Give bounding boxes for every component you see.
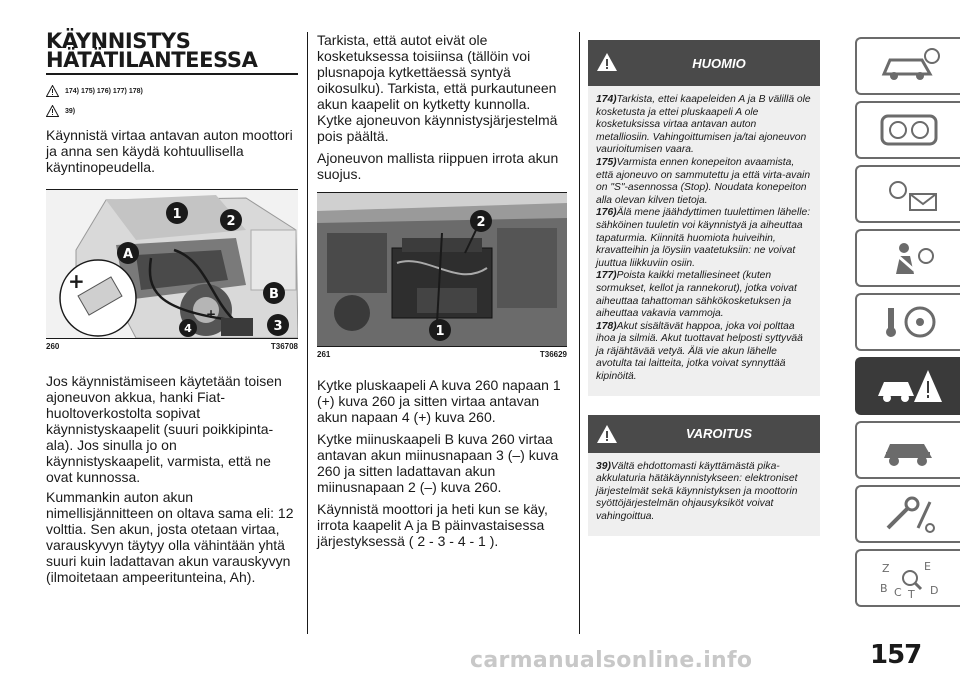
callout-2	[220, 209, 242, 231]
car-warning-icon	[874, 364, 944, 408]
callout-3	[267, 314, 289, 336]
intro-paragraph: Käynnistä virtaa antavan auton moottori ja anna sen käydä kohtuullisella käyntinopeudella.	[46, 127, 293, 175]
column-middle	[317, 32, 567, 549]
figure-260-code: T36708	[270, 342, 298, 351]
wrench-tools-icon	[874, 492, 944, 536]
seatbelt-airbag-icon	[874, 236, 944, 280]
figure-261-code: T36629	[539, 350, 567, 359]
varoitus-title: VAROITUS	[685, 426, 753, 442]
page-number: 157	[870, 640, 922, 670]
tab-car-info[interactable]	[855, 37, 960, 95]
warning-refs-text[interactable]: 174) 175) 176) 177) 178)	[65, 87, 143, 95]
item-number: 177)	[596, 270, 617, 282]
index-letter: B	[879, 582, 888, 595]
callout-4	[179, 319, 197, 337]
dashboard-gauges-icon	[874, 108, 944, 152]
figure-261-bottom-rule	[317, 346, 567, 347]
battery-illustration	[317, 193, 567, 346]
item-text: Vältä ehdottomasti käyttämästä pika-akkulaturia hätäkäynnistykseen: elektroniset järjestelmät sekä käynnistyksen ja moottorin syöttöjärjestelmän ohjausyksiköt voivat vahingoittua.	[596, 460, 798, 523]
figure-bottom-rule	[46, 338, 298, 339]
varoitus-header	[588, 415, 820, 453]
huomio-item	[596, 321, 812, 384]
tab-lights-messages[interactable]	[855, 165, 960, 223]
huomio-header	[588, 40, 820, 86]
warning-refs-1	[46, 85, 298, 97]
huomio-item	[596, 157, 812, 207]
item-number: 175)	[596, 156, 617, 168]
figure-261-number: 261	[317, 350, 331, 359]
caution-triangle-icon	[46, 105, 59, 117]
tab-emergency[interactable]	[855, 357, 960, 415]
huomio-item	[596, 270, 812, 320]
paragraph-remove-cover: Ajoneuvon mallista riippuen irrota akun suojus.	[317, 150, 559, 182]
index-letter: Z	[881, 562, 890, 575]
tab-index[interactable]	[855, 549, 960, 607]
title-underline	[46, 73, 298, 75]
item-number: 174)	[596, 94, 617, 105]
callout-261-1	[429, 319, 451, 341]
huomio-title: HUOMIO	[692, 55, 746, 71]
tab-safety[interactable]	[855, 229, 960, 287]
callout-261-1-text: 1	[435, 324, 445, 339]
huomio-item	[596, 94, 812, 157]
section-title-line2: HÄTÄTILANTEESSA	[46, 48, 258, 72]
huomio-body	[588, 86, 820, 396]
callout-a	[117, 242, 139, 264]
index-letter: C	[893, 586, 902, 599]
paragraph-cables: Jos käynnistämiseen käytetään toisen ajoneuvon akkua, hanki Fiat-huoltoverkostolta sopivat käynnistyskaapelit (suuri poikkipinta-ala). Jos sinulla jo on käynnistyskaapelit, varmista, että ne ovat kunnossa.	[46, 373, 282, 485]
varoitus-box	[588, 415, 820, 536]
callout-261-2	[470, 210, 492, 232]
section-title-line1: KÄYNNISTYS	[46, 29, 191, 53]
section-title	[46, 29, 298, 72]
callout-261-2-text: 2	[476, 215, 486, 230]
paragraph-voltage: Kummankin auton akun nimellisjännitteen on oltava sama eli: 12 volttia. Sen akun, josta otetaan virtaa, varauskyvyn täytyy olla vähintään yhtä suuri kuin ladattavan akun varauskyvyn (ilmoitetaan ampeeritunteina, Ah).	[46, 489, 294, 585]
index-letter: D	[929, 584, 938, 597]
figure-260-number: 260	[46, 342, 60, 351]
callout-2-text: 2	[226, 214, 236, 229]
callout-4-text: 4	[184, 322, 192, 335]
callout-1-text: 1	[172, 207, 182, 222]
callout-b-text: B	[269, 287, 279, 302]
alphabet-index-icon	[874, 556, 944, 600]
paragraph-negative-cable: Kytke miinuskaapeli B kuva 260 virtaa antavan akun miinusnapaan 3 (–) kuva 260 ja sitten ladattavan akun miinusnapaan 2 (–) kuva 260.	[317, 431, 559, 495]
watermark: carmanualsonline.info	[470, 648, 753, 673]
varoitus-item	[596, 461, 812, 524]
callout-3-text: 3	[273, 319, 283, 334]
caution-refs-1	[46, 105, 298, 117]
key-steering-icon	[874, 300, 944, 344]
item-text: Poista kaikki metalliesineet (kuten sormukset, kellot ja rannekorut), jotka voivat aiheuttaa tahattoman sähkökosketuksen ja aiheuttaa vakavia vammoja.	[596, 270, 797, 320]
caution-triangle-icon	[596, 424, 618, 444]
chapter-tabs	[855, 37, 960, 613]
car-service-icon	[874, 428, 944, 472]
item-number: 176)	[596, 207, 617, 219]
item-text: Akut sisältävät happoa, joka voi polttaa ihoa ja silmiä. Akut tuottavat helposti syttyvää ja räjähtävää vetyä. Älä vie akun lähelle avotulta tai laitteita, jotka voivat synnyttää kipinöitä.	[596, 320, 803, 383]
svg-text:+: +	[68, 269, 85, 293]
paragraph-check-contact: Tarkista, että autot eivät ole kosketuksessa toisiinsa (tällöin voi plusnapoja kytkettäessä syntyä oikosulku). Tarkista, että purkautuneen akun kaapelit on kytketty kunnolla. Kytke ajoneuvon käynnistysjärjestelmä pois päältä.	[317, 32, 558, 144]
column-right	[588, 40, 820, 536]
tab-technical-data[interactable]	[855, 485, 960, 543]
warning-triangle-icon	[46, 85, 59, 97]
item-text: Tarkista, ettei kaapeleiden A ja B välillä ole kosketusta ja ettei pluskaapeli A ole kosketuksissa virtaa antavan auton metalliosiin. Vahingoittumisen ja/tai ajoneuvon vaurioitumisen vaara.	[596, 94, 811, 156]
column-divider-1	[307, 32, 308, 634]
caution-refs-text[interactable]: 39)	[65, 107, 76, 115]
column-left	[46, 29, 298, 585]
callout-1	[166, 202, 188, 224]
light-mail-icon	[874, 172, 944, 216]
callout-a-text: A	[122, 247, 134, 262]
huomio-box	[588, 40, 820, 396]
callout-b	[263, 282, 285, 304]
tab-maintenance[interactable]	[855, 421, 960, 479]
figure-261-battery	[317, 193, 567, 346]
item-text: Varmista ennen konepeiton avaamista, että ajoneuvo on sammutettu ja että virta-avain on "S"-asennossa (Stop). Noudata konepeiton alla olevan kilven tietoja.	[596, 156, 811, 206]
item-text: Älä mene jäähdyttimen tuulettimen lähelle: sähköinen tuuletin voi käynnistyä ja aiheuttaa tapaturmia. Kiinnitä huomiota huiveihin, kravatteihin ja löysiin vaatetuksiin: ne voivat juuttua liikkuviin osiin.	[596, 207, 811, 269]
paragraph-start-engine: Käynnistä moottori ja heti kun se käy, irrota kaapelit A ja B päinvastaisessa järjestyksessä ( 2 - 3 - 4 - 1 ).	[317, 501, 548, 549]
figure-260-jump-start	[46, 190, 298, 338]
index-letter: E	[923, 560, 931, 573]
figure-261-caption	[317, 350, 567, 359]
item-number: 39)	[596, 460, 611, 472]
warning-triangle-icon	[596, 52, 618, 72]
figure-260-caption	[46, 342, 298, 351]
index-letter: T	[907, 588, 915, 600]
car-info-icon	[874, 44, 944, 88]
item-number: 178)	[596, 320, 617, 332]
svg-text:+: +	[206, 307, 217, 321]
paragraph-positive-cable: Kytke pluskaapeli A kuva 260 napaan 1 (+) kuva 260 ja sitten virtaa antavan akun napaan 4 (+) kuva 260.	[317, 377, 561, 425]
tab-dashboard[interactable]	[855, 101, 960, 159]
column-divider-2	[579, 32, 580, 634]
huomio-item	[596, 207, 812, 270]
jump-start-illustration	[46, 190, 298, 338]
tab-starting-driving[interactable]	[855, 293, 960, 351]
varoitus-body	[588, 453, 820, 536]
